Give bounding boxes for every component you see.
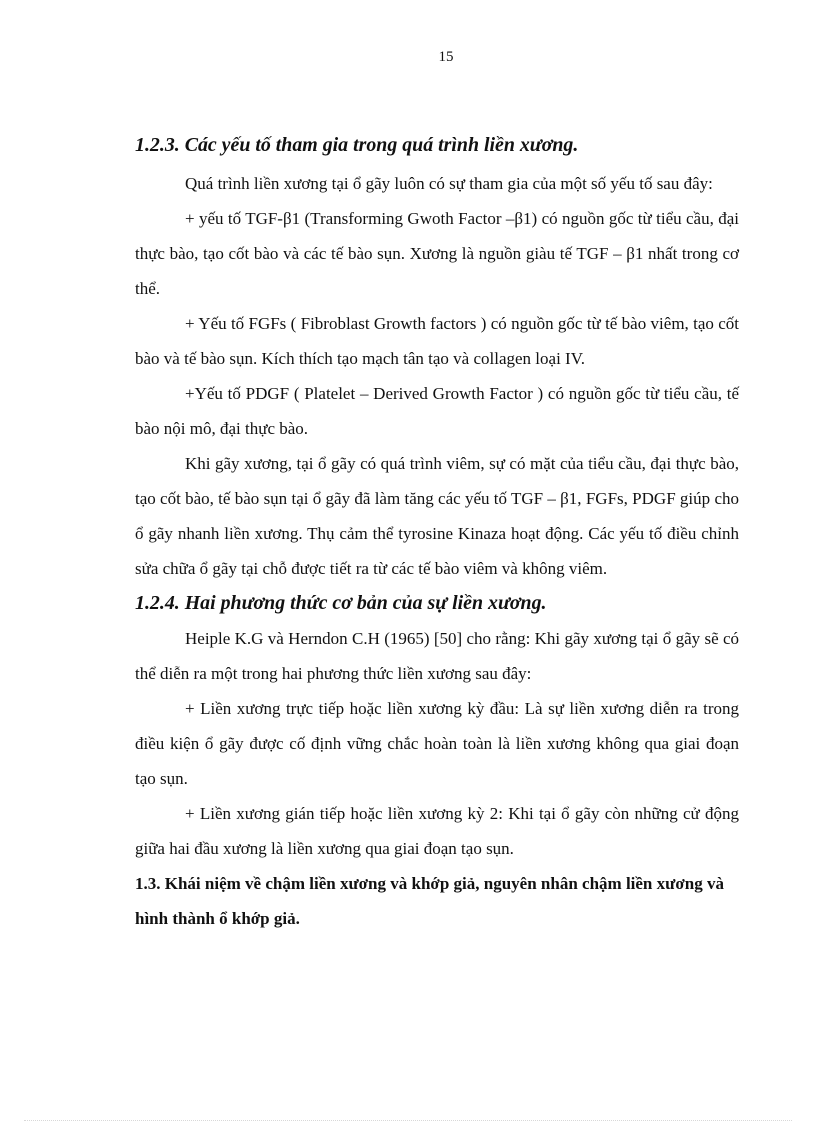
paragraph: + Liền xương trực tiếp hoặc liền xương kỳ đầu: Là sự liền xương diễn ra trong điều kiện ổ gãy được cố định vững chắc hoàn toàn là liền xương không qua giai đoạn tạo sụn. (135, 699, 739, 788)
page-number: 15 (438, 49, 454, 65)
paragraph: + Liền xương gián tiếp hoặc liền xương kỳ 2: Khi tại ổ gãy còn những cử động giữa hai đầu xương là liền xương qua giai đoạn tạo sụn. (135, 804, 739, 858)
paragraph: Heiple K.G và Herndon C.H (1965) [50] cho rằng: Khi gãy xương tại ổ gãy sẽ có thể diễn ra một trong hai phương thức liền xương sau đây: (135, 629, 739, 683)
section-1-3 (135, 866, 739, 936)
paragraph: + Yếu tố FGFs ( Fibroblast Growth factors ) có nguồn gốc từ tế bào viêm, tạo cốt bào và tế bào sụn. Kích thích tạo mạch tân tạo và collagen loại IV. (135, 314, 739, 368)
section-1-2-3 (135, 128, 739, 586)
paragraph: + yếu tố TGF-β1 (Transforming Gwoth Factor –β1) có nguồn gốc từ tiểu cầu, đại thực bào, tạo cốt bào và các tế bào sụn. Xương là nguồn giàu tế TGF – β1 nhất trong cơ thể. (135, 209, 739, 298)
paragraph: Khi gãy xương, tại ổ gãy có quá trình viêm, sự có mặt của tiểu cầu, đại thực bào, tạo cốt bào, tế bào sụn tại ổ gãy đã làm tăng các yếu tố TGF – β1, FGFs, PDGF giúp cho ổ gãy nhanh liền xương. Thụ cảm thể tyrosine Kinaza hoạt động. Các yếu tố điều chỉnh sửa chữa ổ gãy tại chỗ được tiết ra từ các tế bào viêm và không viêm. (135, 454, 739, 578)
document-body (135, 128, 739, 936)
paragraph: +Yếu tố PDGF ( Platelet – Derived Growth Factor ) có nguồn gốc từ tiểu cầu, tế bào nội mô, đại thực bào. (135, 384, 739, 438)
heading-1-2-4: 1.2.4. Hai phương thức cơ bản của sự liền xương. (135, 592, 547, 614)
page-bottom-divider (24, 1120, 792, 1121)
section-1-2-4 (135, 586, 739, 866)
heading-1-3: 1.3. Khái niệm về chậm liền xương và khớp giả, nguyên nhân chậm liền xương và hình thành ổ khớp giả. (135, 874, 724, 928)
heading-1-2-3: 1.2.3. Các yếu tố tham gia trong quá trình liền xương. (135, 134, 579, 156)
paragraph: Quá trình liền xương tại ổ gãy luôn có sự tham gia của một số yếu tố sau đây: (185, 174, 713, 193)
